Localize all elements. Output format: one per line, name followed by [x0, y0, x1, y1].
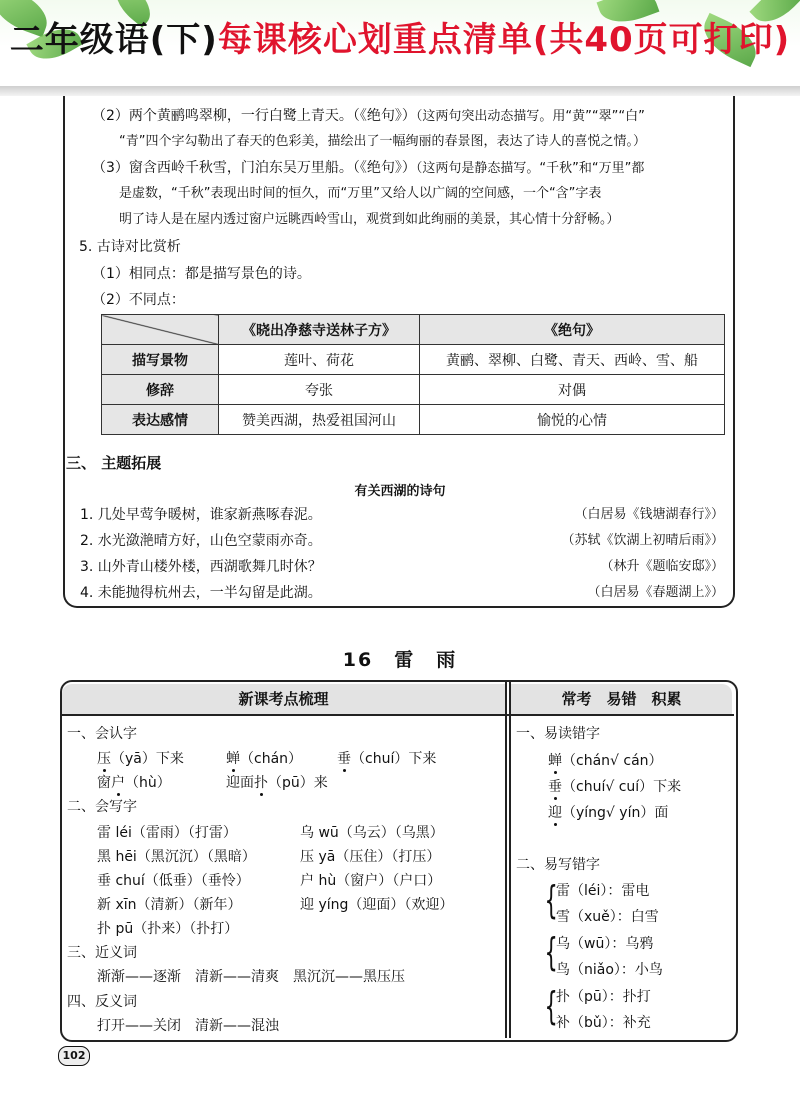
section-heading: 一、会认字: [67, 726, 137, 742]
recognize-item: 迎面扑（pū）来: [226, 775, 328, 791]
row-header: 修辞: [102, 375, 219, 405]
poem-source: （白居易《钱塘湖春行》）: [574, 507, 724, 522]
table-cell: 夸张: [219, 375, 420, 405]
recognize-item: 垂（chuí）下来: [337, 751, 437, 767]
write-item: 新 xīn（清新）（新年）: [97, 897, 242, 913]
miswrite-item: 鸟（niǎo）：小鸟: [556, 962, 663, 978]
row-header: 表达感情: [102, 405, 219, 435]
write-item: 扑 pū（扑来）（扑打）: [97, 921, 239, 937]
table-row: [102, 375, 725, 405]
right-column-header: 常考 易错 积累: [511, 684, 732, 714]
section-heading: 三、近义词: [67, 945, 137, 961]
text-line: （2）两个黄鹂鸣翠柳，一行白鹭上青天。（《绝句》）（这两句突出动态描写。用“黄”“翠”“白”: [92, 108, 645, 124]
miswrite-item: 补（bǔ）：补充: [556, 1015, 651, 1031]
header-divider: [0, 86, 800, 96]
brace-icon: {: [544, 984, 558, 1028]
table-cell: 莲叶、荷花: [219, 345, 420, 375]
miswrite-item: 扑（pū）：扑打: [556, 989, 651, 1005]
antonyms-line: 打开——关闭 清新——混浊: [97, 1018, 279, 1034]
section-heading: 二、会写字: [67, 799, 137, 815]
poems-title: 有关西湖的诗句: [354, 484, 446, 499]
write-item: 压 yā（压住）（打压）: [300, 849, 441, 865]
misread-item: 蝉（chán√ cán）: [548, 753, 663, 769]
poem-line: 3. 山外青山楼外楼，西湖歌舞几时休？: [80, 559, 322, 575]
table-cell: 对偶: [420, 375, 725, 405]
recognize-item: 窗户（hù）: [97, 775, 171, 791]
lesson-title: 16 雷 雨: [342, 649, 458, 671]
comparison-table: [101, 314, 725, 435]
brace-icon: {: [544, 878, 558, 922]
write-item: 雷 léi（雷雨）（打雷）: [97, 825, 237, 841]
miswrite-item: 乌（wū）：乌鸦: [556, 936, 654, 952]
text-line: （3）窗含西岭千秋雪，门泊东吴万里船。（《绝句》）（这两句是静态描写。“千秋”和“万里”都: [92, 160, 645, 176]
table-cell: 愉悦的心情: [420, 405, 725, 435]
write-item: 乌 wū（乌云）（乌黑）: [300, 825, 444, 841]
poem-line: 1. 几处早莺争暖树，谁家新燕啄春泥。: [80, 507, 322, 523]
text-line: “青”四个字勾勒出了春天的色彩美，描绘出了一幅绚丽的春景图，表达了诗人的喜悦之情。）: [119, 134, 646, 149]
section-heading: 四、反义词: [67, 994, 137, 1010]
text-line: （1）相同点：都是描写景色的诗。: [92, 266, 311, 282]
poem-source: （苏轼《饮湖上初晴后雨》）: [561, 533, 724, 548]
row-header: 描写景物: [102, 345, 219, 375]
recognize-item: 压（yā）下来: [97, 751, 184, 767]
text-line: 是虚数，“千秋”表现出时间的恒久，而“万里”又给人以广阔的空间感，一个“含”字表: [119, 186, 602, 201]
synonyms-line: 渐渐——逐渐 清新——清爽 黑沉沉——黑压压: [97, 969, 405, 985]
column-divider: [505, 682, 511, 1038]
brace-icon: {: [544, 930, 558, 974]
table-cell: 黄鹂、翠柳、白鹭、青天、西岭、雪、船: [420, 345, 725, 375]
header-banner: [0, 0, 800, 78]
miswrite-item: 雪（xuě）：白雪: [556, 909, 659, 925]
misread-item: 迎（yíng√ yín）面: [548, 805, 669, 821]
page-title: 二年级语(下)每课核心划重点清单(共40页可打印): [9, 20, 791, 60]
table-header-cell: 《绝句》: [420, 315, 725, 345]
write-item: 迎 yíng（迎面）（欢迎）: [300, 897, 454, 913]
write-item: 垂 chuí（低垂）（垂怜）: [97, 873, 250, 889]
write-item: 黑 hēi（黑沉沉）（黑暗）: [97, 849, 256, 865]
section-heading: 二、易写错字: [516, 857, 600, 873]
page-number: 102: [58, 1046, 90, 1066]
table-row: [102, 345, 725, 375]
table-header-row: [102, 315, 725, 345]
misread-item: 垂（chuí√ cuí）下来: [548, 779, 682, 795]
section-heading: 5. 古诗对比赏析: [79, 239, 181, 255]
poem-line: 4. 未能抛得杭州去，一半勾留是此湖。: [80, 585, 322, 601]
section-heading: 三、 主题拓展: [66, 454, 162, 472]
table-cell: 赞美西湖，热爱祖国河山: [219, 405, 420, 435]
text-line: 明了诗人是在屋内透过窗户远眺西岭雪山，观赏到如此绚丽的美景，其心情十分舒畅。）: [119, 212, 620, 227]
table-corner-cell: [102, 315, 219, 345]
write-item: 户 hù（窗户）（户口）: [300, 873, 442, 889]
recognize-item: 蝉（chán）: [226, 751, 303, 767]
miswrite-item: 雷（léi）：雷电: [556, 883, 650, 899]
poem-line: 2. 水光潋滟晴方好，山色空蒙雨亦奇。: [80, 533, 322, 549]
section-heading: 一、易读错字: [516, 726, 600, 742]
text-line: （2）不同点：: [92, 292, 185, 308]
left-column-header: 新课考点梳理: [62, 684, 505, 714]
table-header-cell: 《晓出净慈寺送林子方》: [219, 315, 420, 345]
table-row: [102, 405, 725, 435]
poem-source: （白居易《春题湖上》）: [587, 585, 724, 600]
header-divider-line: [62, 714, 734, 716]
poem-source: （林升《题临安邸》）: [600, 559, 724, 574]
